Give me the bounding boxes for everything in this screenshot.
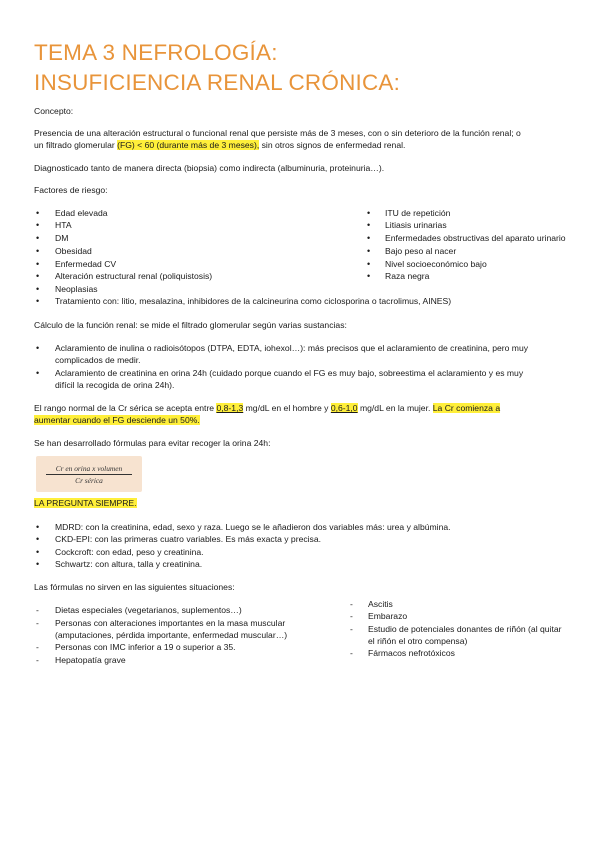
bullet-icon: •: [36, 233, 40, 243]
riesgo-heading: Factores de riesgo:: [34, 185, 108, 195]
bullet-icon: •: [36, 296, 40, 306]
bullet-icon: •: [367, 259, 371, 269]
bullet-icon: •: [36, 220, 40, 230]
dash-marker: -: [36, 605, 39, 615]
concepto-heading: Concepto:: [34, 106, 74, 116]
page-title: TEMA 3 NEFROLOGÍA:: [34, 40, 278, 65]
diagnostico-paragraph: Diagnosticado tanto de manera directa (biopsia) como indirecta (albuminuria, proteinuria…).: [34, 163, 385, 173]
cr-highlight-end: aumentar cuando el FG desciende un 50%.: [34, 415, 200, 425]
list-item: Litiasis urinarias: [385, 220, 447, 230]
bullet-icon: •: [367, 246, 371, 256]
list-item: Personas con alteraciones importantes en la masa muscular: [55, 618, 286, 628]
list-item: Bajo peso al nacer: [385, 246, 457, 256]
list-item: Edad elevada: [55, 208, 108, 218]
dash-marker: -: [350, 611, 353, 621]
list-item: Cockcroft: con edad, peso y creatinina.: [55, 547, 204, 557]
list-item: MDRD: con la creatinina, edad, sexo y raza. Luego se le añadieron dos variables más: urea y albúmina.: [55, 522, 451, 532]
fg-highlight: (FG) < 60 (durante más de 3 meses),: [117, 140, 260, 150]
bullet-icon: •: [367, 220, 371, 230]
concepto-paragraph-line2: [34, 140, 405, 151]
formula-image: [36, 456, 142, 492]
dash-marker: -: [350, 624, 353, 634]
list-item: ITU de repetición: [385, 208, 451, 218]
list-item-continued: complicados de medir.: [55, 355, 141, 365]
rango-hombre: 0,8-1,3: [216, 403, 244, 413]
list-item: Estudio de potenciales donantes de riñón (al quitar: [368, 624, 562, 634]
list-item: Embarazo: [368, 611, 408, 621]
bullet-icon: •: [36, 246, 40, 256]
dash-marker: -: [36, 618, 39, 628]
bullet-icon: •: [36, 208, 40, 218]
list-item-continued: el riñón el otro compensa): [368, 636, 468, 646]
rango-text: mg/dL en el hombre y: [243, 403, 331, 413]
list-item: Personas con IMC inferior a 19 o superior a 35.: [55, 642, 236, 652]
list-item: DM: [55, 233, 69, 243]
bullet-icon: •: [367, 271, 371, 281]
pregunta-highlight: LA PREGUNTA SIEMPRE.: [34, 498, 137, 508]
bullet-icon: •: [36, 368, 40, 378]
rango-mujer: 0,6-1,0: [330, 403, 358, 413]
list-item: Obesidad: [55, 246, 92, 256]
fraction-bar: [46, 474, 132, 475]
dash-marker: -: [350, 648, 353, 658]
concepto-paragraph-line1: Presencia de una alteración estructural o funcional renal que persiste más de 3 meses, con o sin deterioro de la función renal; o: [34, 128, 521, 138]
list-item: Fármacos nefrotóxicos: [368, 648, 455, 658]
list-item: Nivel socioeconómico bajo: [385, 259, 487, 269]
list-item-continued: (amputaciones, pérdida importante, enfermedad muscular…): [55, 630, 288, 640]
list-item: Hepatopatía grave: [55, 655, 126, 665]
concepto-text: un filtrado glomerular: [34, 140, 118, 150]
list-item: Tratamiento con: litio, mesalazina, inhibidores de la calcineurina como ciclosporina o tacrolimus, AINES): [55, 296, 452, 306]
list-item: Aclaramiento de creatinina en orina 24h (cuidado porque cuando el FG es muy bajo, sobreestima el aclaramiento y es muy: [55, 368, 524, 378]
page-subtitle: INSUFICIENCIA RENAL CRÓNICA:: [34, 70, 401, 95]
bullet-icon: •: [36, 534, 40, 544]
list-item: Enfermedad CV: [55, 259, 117, 269]
rango-line2: [34, 415, 200, 426]
bullet-icon: •: [367, 208, 371, 218]
formulas-heading: Se han desarrollado fórmulas para evitar recoger la orina 24h:: [34, 438, 271, 448]
pregunta-note: [34, 498, 137, 509]
dash-marker: -: [350, 599, 353, 609]
list-item: Ascitis: [368, 599, 393, 609]
rango-line1: [34, 403, 500, 414]
rango-text: mg/dL en la mujer.: [357, 403, 433, 413]
list-item: Alteración estructural renal (poliquistosis): [55, 271, 213, 281]
formula-numerator: Cr en orina x volumen: [55, 464, 123, 473]
bullet-icon: •: [36, 271, 40, 281]
list-item: Neoplasias: [55, 284, 98, 294]
bullet-icon: •: [367, 233, 371, 243]
bullet-icon: •: [36, 547, 40, 557]
bullet-icon: •: [36, 522, 40, 532]
bullet-icon: •: [36, 559, 40, 569]
rango-text: El rango normal de la Cr sérica se acepta entre: [34, 403, 217, 413]
list-item: Enfermedades obstructivas del aparato urinario: [385, 233, 566, 243]
list-item: CKD-EPI: con las primeras cuatro variables. Es más exacta y precisa.: [55, 534, 322, 544]
situaciones-heading: Las fórmulas no sirven en las siguientes situaciones:: [34, 582, 235, 592]
bullet-icon: •: [36, 284, 40, 294]
dash-marker: -: [36, 655, 39, 665]
bullet-icon: •: [36, 343, 40, 353]
concepto-text-end: sin otros signos de enfermedad renal.: [259, 140, 406, 150]
list-item: Schwartz: con altura, talla y creatinina.: [55, 559, 203, 569]
list-item: Aclaramiento de inulina o radioisótopos (DTPA, EDTA, iohexol…): más precisos que el aclaramiento de creatinina, pero muy: [55, 343, 529, 353]
cr-highlight: La Cr comienza a: [432, 403, 501, 413]
dash-marker: -: [36, 642, 39, 652]
list-item: Dietas especiales (vegetarianos, suplementos…): [55, 605, 242, 615]
bullet-icon: •: [36, 259, 40, 269]
calculo-heading: Cálculo de la función renal: se mide el filtrado glomerular según varias sustancias:: [34, 320, 347, 330]
list-item: HTA: [55, 220, 72, 230]
formula-denominator: Cr sérica: [75, 476, 103, 485]
list-item: Raza negra: [385, 271, 430, 281]
list-item-continued: difícil la recogida de orina 24h).: [55, 380, 175, 390]
